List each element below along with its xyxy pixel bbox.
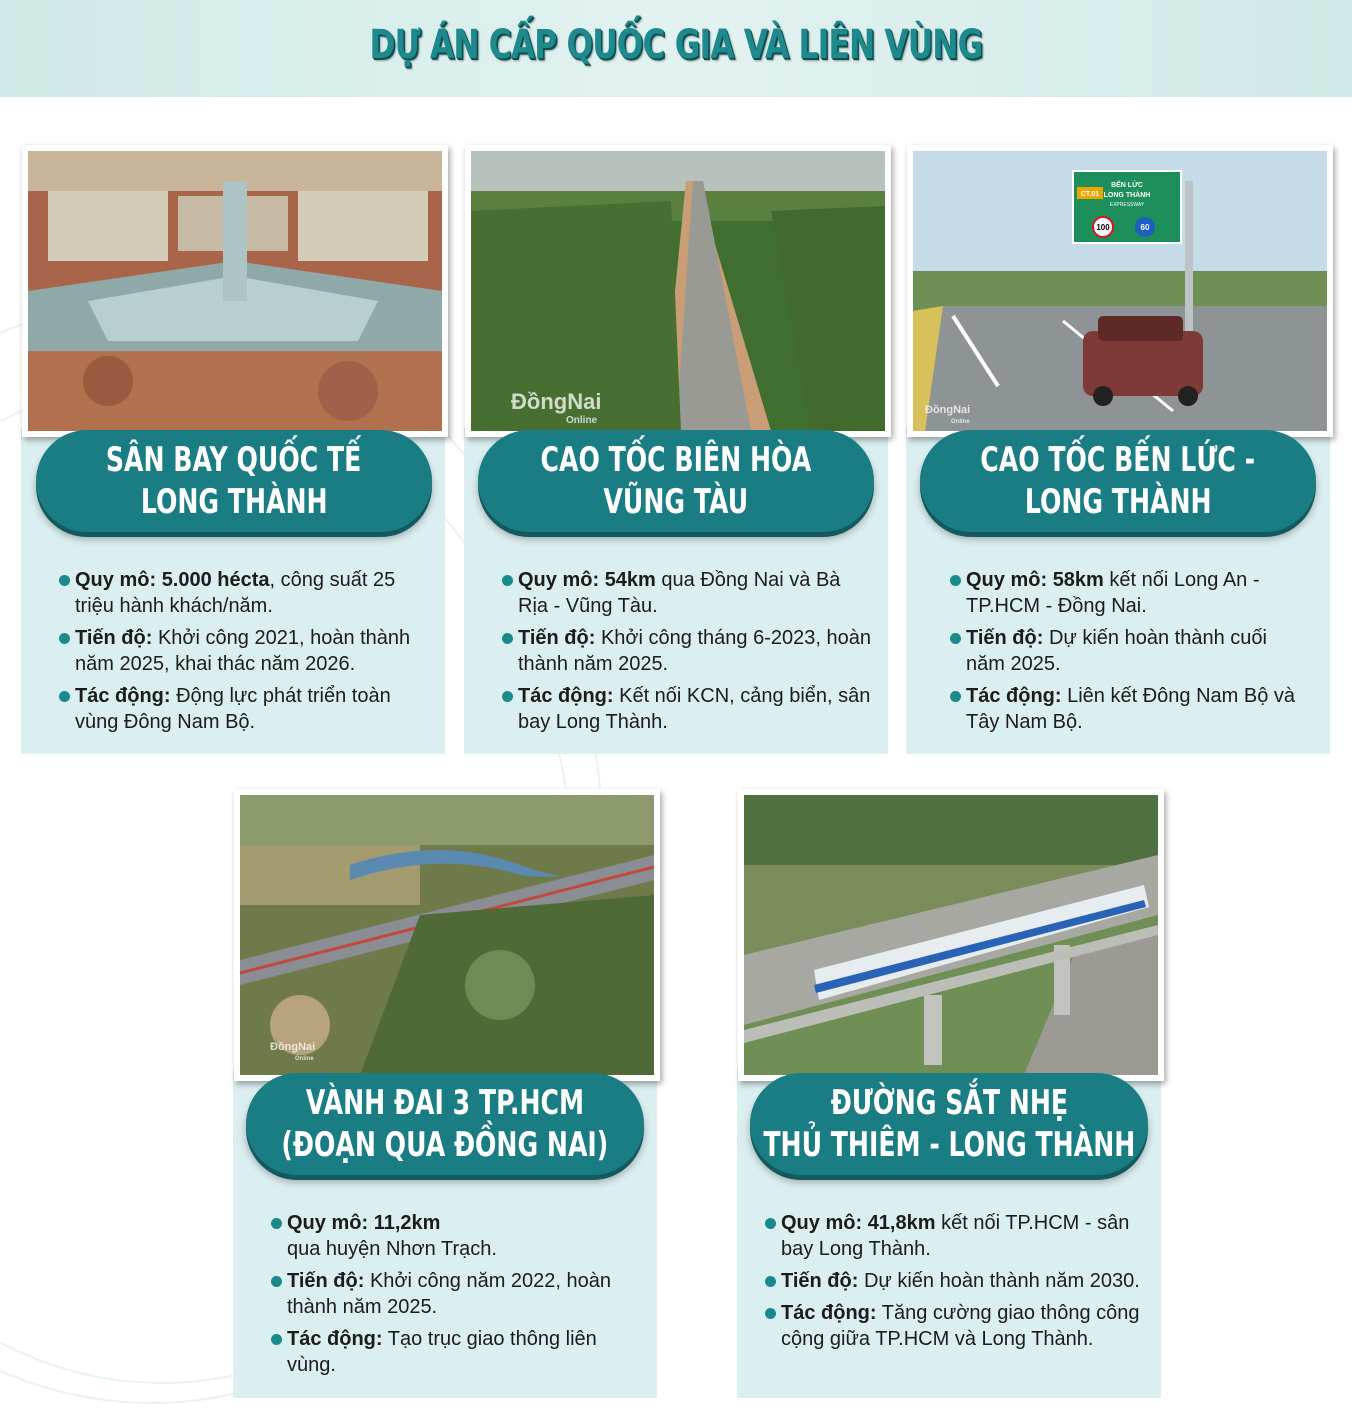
bullet-dot-icon (765, 1276, 776, 1287)
list-item: Tác động: Kết nối KCN, cảng biển, sân bay Long Thành. (502, 683, 872, 735)
project-title-line1: ĐƯỜNG SẮT NHẸ (830, 1083, 1068, 1123)
header-banner (0, 0, 1352, 97)
list-item: Tiến độ: Khởi công năm 2022, hoàn thành năm 2025. (271, 1268, 641, 1320)
project-title-light-rail (750, 1073, 1148, 1175)
list-item: Quy mô: 54km qua Đồng Nai và Bà Rịa - Vũng Tàu. (502, 567, 872, 619)
list-item: Quy mô: 58km kết nối Long An - TP.HCM - Đồng Nai. (950, 567, 1310, 619)
list-item: Tiến độ: Dự kiến hoàn thành năm 2030. (765, 1268, 1150, 1294)
project-details-light-rail (765, 1210, 1150, 1358)
photo-bienhoa-vungtau (465, 145, 891, 437)
project-title-benluc-longthanh (920, 430, 1316, 532)
project-title-line2: THỦ THIÊM - LONG THÀNH (763, 1125, 1135, 1165)
project-details-airport (59, 567, 429, 741)
photo-ring-road-3 (234, 789, 660, 1081)
bullet-dot-icon (950, 691, 961, 702)
photo-airport (22, 145, 448, 437)
project-details-ring-road-3 (271, 1210, 641, 1384)
project-title-bienhoa-vungtau (478, 430, 874, 532)
bullet-dot-icon (765, 1218, 776, 1229)
bullet-dot-icon (59, 633, 70, 644)
bullet-dot-icon (950, 575, 961, 586)
project-title-line2: (ĐOẠN QUA ĐỒNG NAI) (281, 1125, 609, 1165)
list-item: Tác động: Tăng cường giao thông công cộng giữa TP.HCM và Long Thành. (765, 1300, 1150, 1352)
project-title-line2: LONG THÀNH (140, 482, 328, 522)
project-title-airport (36, 430, 432, 532)
bullet-dot-icon (950, 633, 961, 644)
list-item: Tác động: Động lực phát triển toàn vùng Đông Nam Bộ. (59, 683, 429, 735)
project-details-benluc-longthanh (950, 567, 1310, 741)
project-details-bienhoa-vungtau (502, 567, 872, 741)
list-item: Tác động: Tạo trục giao thông liên vùng. (271, 1326, 641, 1378)
bullet-dot-icon (502, 633, 513, 644)
project-title-line2: LONG THÀNH (1024, 482, 1212, 522)
svg-text:ĐồngNai: ĐồngNai (270, 1041, 316, 1053)
svg-text:ĐồngNai: ĐồngNai (511, 389, 602, 414)
list-item: Quy mô: 11,2km qua huyện Nhơn Trạch. (271, 1210, 641, 1262)
list-item: Tiến độ: Khởi công tháng 6-2023, hoàn thành năm 2025. (502, 625, 872, 677)
list-item: Tiến độ: Khởi công 2021, hoàn thành năm 2025, khai thác năm 2026. (59, 625, 429, 677)
page-title: DỰ ÁN CẤP QUỐC GIA VÀ LIÊN VÙNG (369, 22, 983, 68)
bullet-dot-icon (271, 1218, 282, 1229)
svg-text:Online: Online (295, 1056, 314, 1062)
svg-text:60: 60 (1140, 223, 1150, 232)
bullet-dot-icon (502, 691, 513, 702)
project-title-line1: CAO TỐC BIÊN HÒA (540, 440, 812, 480)
project-title-line2: VŨNG TÀU (603, 482, 749, 522)
svg-text:LONG THÀNH: LONG THÀNH (1103, 192, 1151, 199)
project-title-line1: VÀNH ĐAI 3 TP.HCM (305, 1083, 585, 1123)
svg-text:Online: Online (566, 415, 598, 426)
svg-text:CT.01: CT.01 (1080, 191, 1100, 198)
list-item: Quy mô: 5.000 hécta, công suất 25 triệu hành khách/năm. (59, 567, 429, 619)
list-item: Tiến độ: Dự kiến hoàn thành cuối năm 2025. (950, 625, 1310, 677)
svg-text:100: 100 (1096, 223, 1110, 232)
svg-text:BẾN LỨC: BẾN LỨC (1111, 182, 1143, 189)
list-item: Quy mô: 41,8km kết nối TP.HCM - sân bay Long Thành. (765, 1210, 1150, 1262)
photo-benluc-longthanh (907, 145, 1333, 437)
project-title-line1: CAO TỐC BẾN LỨC - (980, 440, 1256, 480)
svg-text:Online: Online (951, 419, 970, 425)
photo-light-rail (738, 789, 1164, 1081)
bullet-dot-icon (271, 1276, 282, 1287)
bullet-dot-icon (765, 1308, 776, 1319)
bullet-dot-icon (502, 575, 513, 586)
bullet-dot-icon (271, 1334, 282, 1345)
bullet-dot-icon (59, 575, 70, 586)
list-item: Tác động: Liên kết Đông Nam Bộ và Tây Nam Bộ. (950, 683, 1310, 735)
svg-text:ĐồngNai: ĐồngNai (925, 404, 971, 416)
project-title-ring-road-3 (246, 1073, 644, 1175)
bullet-dot-icon (59, 691, 70, 702)
project-title-line1: SÂN BAY QUỐC TẾ (106, 440, 362, 480)
svg-text:EXPRESSWAY: EXPRESSWAY (1109, 202, 1145, 208)
